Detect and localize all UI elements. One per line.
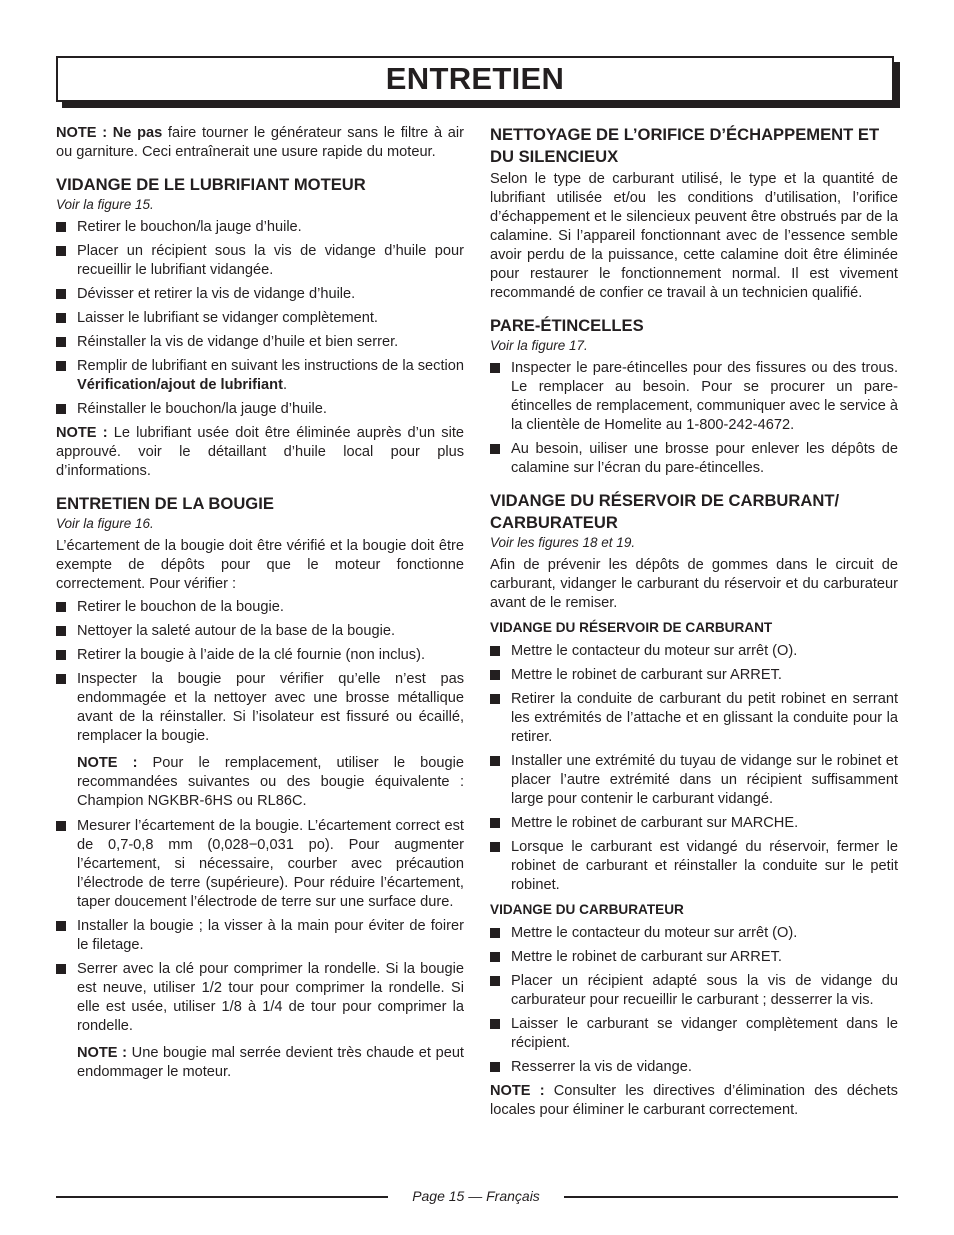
list-item: Placer un récipient adapté sous la vis de vidange du carburateur pour recueillir le carburant ; desserrer la vis. [490, 972, 898, 1010]
spark-plug-intro: L’écartement de la bougie doit être vérifié et la bougie doit être exempte de dépôts pour que le moteur fonctionne correctement. Pour vérifier : [56, 538, 464, 592]
bullet-icon [490, 818, 500, 828]
carburetor-drain-steps [490, 924, 898, 1077]
subheading-carburetor-drain: VIDANGE DU CARBURATEUR [490, 902, 684, 917]
bullet-icon [56, 964, 66, 974]
list-item: Mettre le robinet de carburant sur ARRET. [490, 666, 898, 685]
section-heading-exhaust: NETTOYAGE DE L’ORIFICE D’ÉCHAPPEMENT ET DU SILENCIEUX [490, 125, 880, 166]
list-item: Réinstaller la vis de vidange d’huile et bien serrer. [56, 333, 464, 352]
spark-plug-note: NOTE : Pour le remplacement, utiliser le bougie recommandées suivantes ou des bougie équivalente : Champion NGKBR-6HS ou RL86C. [77, 755, 464, 809]
list-item: Mesurer l’écartement de la bougie. L’écartement correct est de 0,7-0,8 mm (0,028−0,031 po). Pour augmenter l’écartement, si nécessaire, courber avec précaution l’électrode de terre (supérieure). Pour réduire l’écartement, taper doucement l’électrode de terre sur une surface dure. [56, 817, 464, 912]
bullet-icon [490, 363, 500, 373]
figure-ref: Voir la figure 16. [56, 516, 154, 531]
list-item: Mettre le contacteur du moteur sur arrêt (O). [490, 642, 898, 661]
list-item: Serrer avec la clé pour comprimer la rondelle. Si la bougie est neuve, utiliser 1/2 tour pour comprimer la rondelle. Si elle est usée, utiliser 1/8 à 1/4 de tour pour comprimer la rondelle. NOTE : Une bougie mal serrée devient très chaude et peut endommager le moteur. [56, 960, 464, 1082]
list-item: Retirer le bouchon de la bougie. [56, 598, 464, 617]
list-item: Inspecter le pare-étincelles pour des fissures ou des trous. Le remplacer au besoin. Pour se procurer un pare-étincelles de remplacement, communiquer avec le service à la clientèle de Homelite au 1-800-242-4672. [490, 359, 898, 435]
fuel-disposal-note: NOTE : Consulter les directives d’élimination des déchets locales pour éliminer le carburant correctement. [490, 1083, 898, 1118]
section-heading-fuel-drain: VIDANGE DU RÉSERVOIR DE CARBURANT/ CARBURATEUR [490, 491, 840, 532]
page-number: Page 15 — Français [412, 1188, 540, 1204]
list-item: Retirer la conduite de carburant du petit robinet en serrant les extrémités de l’attache et en glissant la conduite pour la retirer. [490, 690, 898, 747]
list-item: Réinstaller le bouchon/la jauge d’huile. [56, 400, 464, 419]
bullet-icon [56, 337, 66, 347]
section-heading-spark-arrestor: PARE-ÉTINCELLES [490, 316, 644, 335]
list-item: Nettoyer la saleté autour de la base de la bougie. [56, 622, 464, 641]
bullet-icon [490, 976, 500, 986]
right-column [490, 124, 898, 1124]
bullet-icon [56, 289, 66, 299]
section-heading-oil-drain: VIDANGE DE LE LUBRIFIANT MOTEUR [56, 175, 366, 194]
bullet-icon [490, 1019, 500, 1029]
bullet-icon [490, 756, 500, 766]
bullet-icon [56, 361, 66, 371]
spark-plug-steps [56, 598, 464, 1082]
list-item: Installer une extrémité du tuyau de vidange sur le robinet et placer l’autre extrémité dans un récipient suffisamment large pour contenir le carburant vidangé. [490, 752, 898, 809]
spark-plug-note: NOTE : Une bougie mal serrée devient très chaude et peut endommager le moteur. [77, 1045, 464, 1080]
list-item: Retirer la bougie à l’aide de la clé fournie (non inclus). [56, 646, 464, 665]
subheading-tank-drain: VIDANGE DU RÉSERVOIR DE CARBURANT [490, 620, 773, 635]
bullet-icon [56, 602, 66, 612]
bullet-icon [490, 928, 500, 938]
oil-drain-steps [56, 218, 464, 419]
list-item: Retirer le bouchon/la jauge d’huile. [56, 218, 464, 237]
bullet-icon [490, 646, 500, 656]
figure-ref: Voir la figure 17. [490, 338, 588, 353]
list-item: Mettre le robinet de carburant sur ARRET. [490, 948, 898, 967]
oil-note: NOTE : Le lubrifiant usée doit être éliminée auprès d’un site approuvé. voir le détaillant d’huile local pour plus d’informations. [56, 425, 464, 479]
page-title-box [56, 56, 894, 102]
bullet-icon [490, 694, 500, 704]
bullet-icon [490, 670, 500, 680]
list-item: Laisser le carburant se vidanger complètement dans le récipient. [490, 1015, 898, 1053]
bullet-icon [490, 1062, 500, 1072]
list-item: Lorsque le carburant est vidangé du réservoir, fermer le robinet de carburant et réinstaller la conduite sur le petit robinet. [490, 838, 898, 895]
list-item: Mettre le contacteur du moteur sur arrêt (O). [490, 924, 898, 943]
list-item: Installer la bougie ; la visser à la main pour éviter de foirer le filetage. [56, 917, 464, 955]
bullet-icon [490, 952, 500, 962]
bullet-icon [56, 404, 66, 414]
bullet-icon [490, 842, 500, 852]
figure-ref: Voir la figure 15. [56, 197, 154, 212]
list-item: Resserrer la vis de vidange. [490, 1058, 898, 1077]
bullet-icon [56, 821, 66, 831]
bullet-icon [56, 921, 66, 931]
page-title: ENTRETIEN [385, 61, 565, 96]
list-item: Au besoin, uiliser une brosse pour enlever les dépôts de calamine sur l’écran du pare-étincelles. [490, 440, 898, 478]
bullet-icon [56, 313, 66, 323]
list-item: Mettre le robinet de carburant sur MARCHE. [490, 814, 898, 833]
list-item: Laisser le lubrifiant se vidanger complètement. [56, 309, 464, 328]
list-item: Remplir de lubrifiant en suivant les instructions de la section Vérification/ajout de lubrifiant. [56, 357, 464, 395]
list-item: Dévisser et retirer la vis de vidange d’huile. [56, 285, 464, 304]
section-heading-spark-plug: ENTRETIEN DE LA BOUGIE [56, 494, 274, 513]
list-item: Placer un récipient sous la vis de vidange d’huile pour recueillir le lubrifiant vidangée. [56, 242, 464, 280]
left-column [56, 124, 464, 1088]
bullet-icon [490, 444, 500, 454]
footer-rule [56, 1196, 388, 1198]
exhaust-text: Selon le type de carburant utilisé, le type et la quantité de lubrifiant utilisée et/ou les conditions d’utilisation, l’orifice d’échappement et le silencieux peuvent être obstrués par de la calamine. Si l’appareil fonctionnant avec de l’essence semble avoir perdu de la puissance, cette calamine doit être éliminée pour restaurer le fonctionnement normal. Il est vivement recommandé de confier ce travail à un technicien qualifié. [490, 171, 898, 301]
note-label: NOTE : Ne pas [56, 125, 163, 141]
bullet-icon [56, 626, 66, 636]
intro-note: NOTE : Ne pas faire tourner le générateur sans le filtre à air ou garniture. Ceci entraînerait une usure rapide du moteur. [56, 125, 464, 160]
page-footer [56, 1186, 898, 1206]
fuel-drain-intro: Afin de prévenir les dépôts de gommes dans le circuit de carburant, vidanger le carburant du réservoir et du carburateur avant de le remiser. [490, 557, 898, 611]
figure-ref: Voir les figures 18 et 19. [490, 535, 636, 550]
footer-rule [564, 1196, 898, 1198]
bullet-icon [56, 650, 66, 660]
bullet-icon [56, 222, 66, 232]
tank-drain-steps [490, 642, 898, 895]
bullet-icon [56, 674, 66, 684]
list-item: Inspecter la bougie pour vérifier qu’elle n’est pas endommagée et la nettoyer avec une brosse métallique avant de la réinstaller. Si l’isolateur est fissuré ou écaillé, remplacer la bougie. NOTE : Pour le remplacement, utiliser le bougie recommandées suivantes ou des bougie équivalente : Champion NGKBR-6HS ou RL86C. [56, 670, 464, 811]
spark-arrestor-steps [490, 359, 898, 478]
bullet-icon [56, 246, 66, 256]
